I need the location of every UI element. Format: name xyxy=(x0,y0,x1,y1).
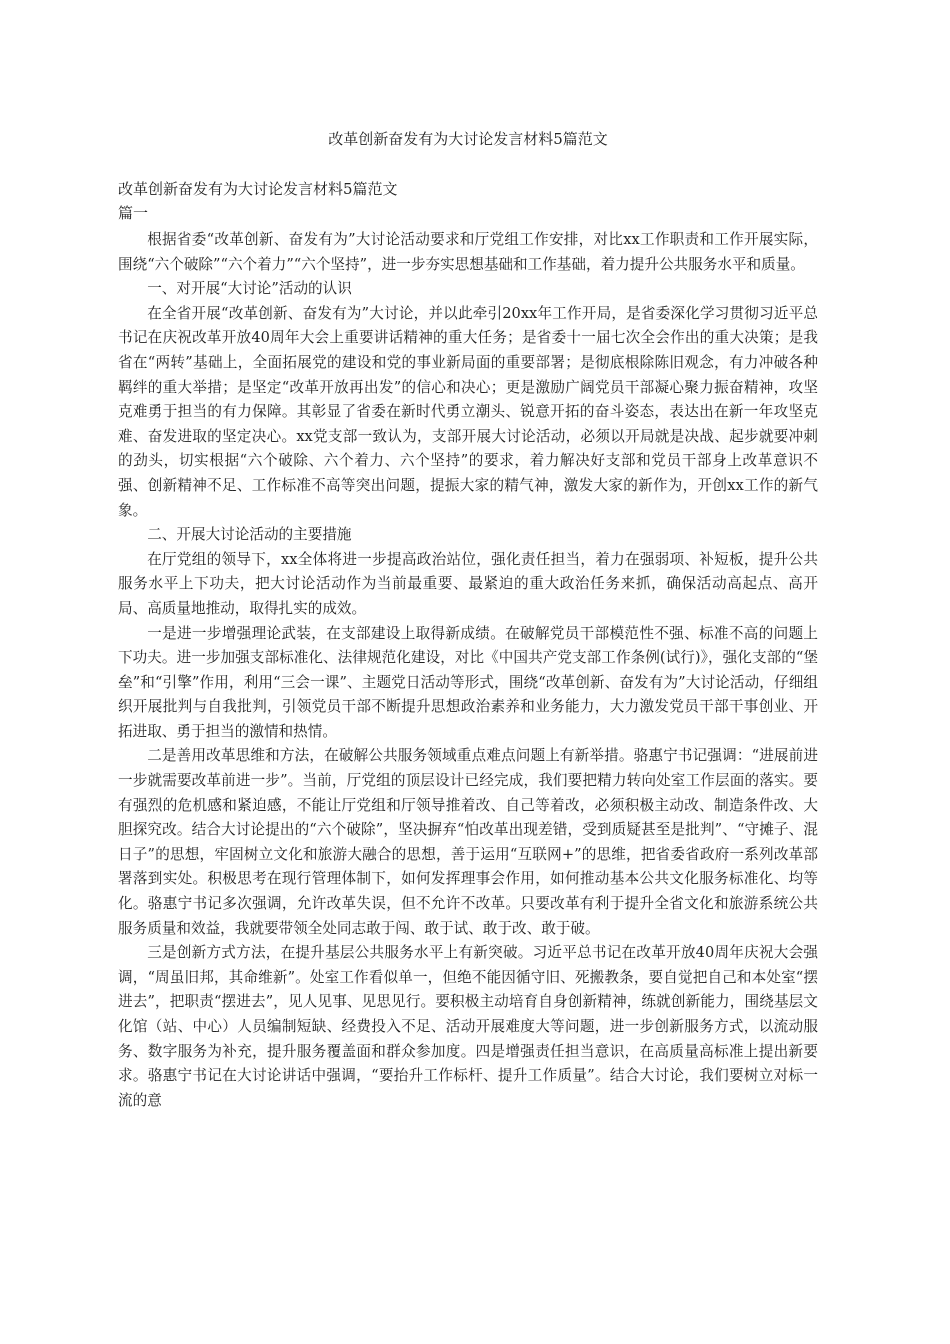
measure-two-paragraph: 二是善用改革思维和方法，在破解公共服务领域重点难点问题上有新举措。骆惠宁书记强调：“进展前进一步就需要改革前进一步”。当前，厅党组的顶层设计已经完成，我们要把精力转向处室工作层面的落实。要有强烈的危机感和紧迫感，不能让厅党组和厅领导推着改、自己等着改，必须积极主动改、制造条件改、大胆探究改。结合大讨论提出的“六个破除”，坚决摒弃“怕改革出现差错，受到质疑甚至是批判”、“守摊子、混日子”的思想，牢固树立文化和旅游大融合的思想，善于运用“互联网+”的思维，把省委省政府一系列改革部署落到实处。积极思考在现行管理体制下，如何发挥理事会作用，如何推动基本公共文化服务标准化、均等化。骆惠宁书记多次强调，允许改革失误，但不允许不改革。只要改革有利于提升全省文化和旅游系统公共服务质量和效益，我就要带领全处同志敢于闯、敢于试、敢于改、敢于破。 xyxy=(118,747,818,937)
heading-understanding: 一、对开展“大讨论”活动的认识 xyxy=(147,280,352,298)
measure-three-paragraph: 三是创新方式方法，在提升基层公共服务水平上有新突破。习近平总书记在改革开放40周年庆祝大会强调，“周虽旧邦，其命维新”。处室工作看似单一，但绝不能因循守旧、死搬教条，要自觉把自己和本处室“摆进去”，把职责“摆进去”，见人见事、见思见行。要积极主动培育自身创新精神，练就创新能力，围绕基层文化馆（站、中心）人员编制短缺、经费投入不足、活动开展难度大等问题，进一步创新服务方式，以流动服务、数字服务为补充，提升服务覆盖面和群众参加度。四是增强责任担当意识，在高质量高标准上提出新要求。骆惠宁书记在大讨论讲话中强调，“要抬升工作标杆、提升工作质量”。结合大讨论，我们要树立对标一流的意 xyxy=(118,944,818,1109)
heading-measures: 二、开展大讨论活动的主要措施 xyxy=(147,526,352,544)
intro-paragraph: 根据省委“改革创新、奋发有为”大讨论活动要求和厅党组工作安排，对比xx工作职责和工作开展实际，围绕“六个破除”“六个着力”“六个坚持”，进一步夯实思想基础和工作基础，着力提升公共服务水平和质量。 xyxy=(118,231,818,273)
document-body xyxy=(118,228,818,1113)
measures-intro-paragraph: 在厅党组的领导下，xx全体将进一步提高政治站位，强化责任担当，着力在强弱项、补短板，提升公共服务水平上下功夫，把大讨论活动作为当前最重要、最紧迫的重大政治任务来抓，确保活动高起点、高开局、高质量地推动，取得扎实的成效。 xyxy=(118,550,818,617)
understanding-paragraph: 在全省开展“改革创新、奋发有为”大讨论，并以此牵引20xx年工作开局，是省委深化学习贯彻习近平总书记在庆祝改革开放40周年大会上重要讲话精神的重大任务；是省委十一届七次全会作出的重大决策；是我省在“两转”基础上，全面拓展党的建设和党的事业新局面的重要部署；是彻底根除陈旧观念，有力冲破各种羁绊的重大举措；是坚定“改革开放再出发”的信心和决心；更是激励广阔党员干部凝心聚力振奋精神，攻坚克难勇于担当的有力保障。其彰显了省委在新时代勇立潮头、锐意开拓的奋斗姿态，表达出在新一年攻坚克难、奋发进取的坚定决心。xx党支部一致认为，支部开展大讨论活动，必须以开局就是决战、起步就要冲刺的劲头，切实根据“六个破除、六个着力、六个坚持”的要求，着力解决好支部和党员干部身上改革意识不强、创新精神不足、工作标准不高等突出问题，提振大家的精气神，激发大家的新作为，开创xx工作的新气象。 xyxy=(118,304,818,519)
section-heading: 篇一 xyxy=(118,204,149,222)
document-title: 改革创新奋发有为大讨论发言材料5篇范文 xyxy=(328,130,608,148)
measure-one-paragraph: 一是进一步增强理论武装，在支部建设上取得新成绩。在破解党员干部模范性不强、标准不高的问题上下功夫。进一步加强支部标准化、法律规范化建设，对比《中国共产党支部工作条例(试行)》，强化支部的“堡垒”和“引擎”作用，利用“三会一课”、主题党日活动等形式，围绕“改革创新、奋发有为”大讨论活动，仔细组织开展批判与自我批判，引领党员干部不断提升思想政治素养和业务能力，大力激发党员干部干事创业、开拓进取、勇于担当的激情和热情。 xyxy=(118,624,818,740)
document-subtitle: 改革创新奋发有为大讨论发言材料5篇范文 xyxy=(118,180,398,198)
